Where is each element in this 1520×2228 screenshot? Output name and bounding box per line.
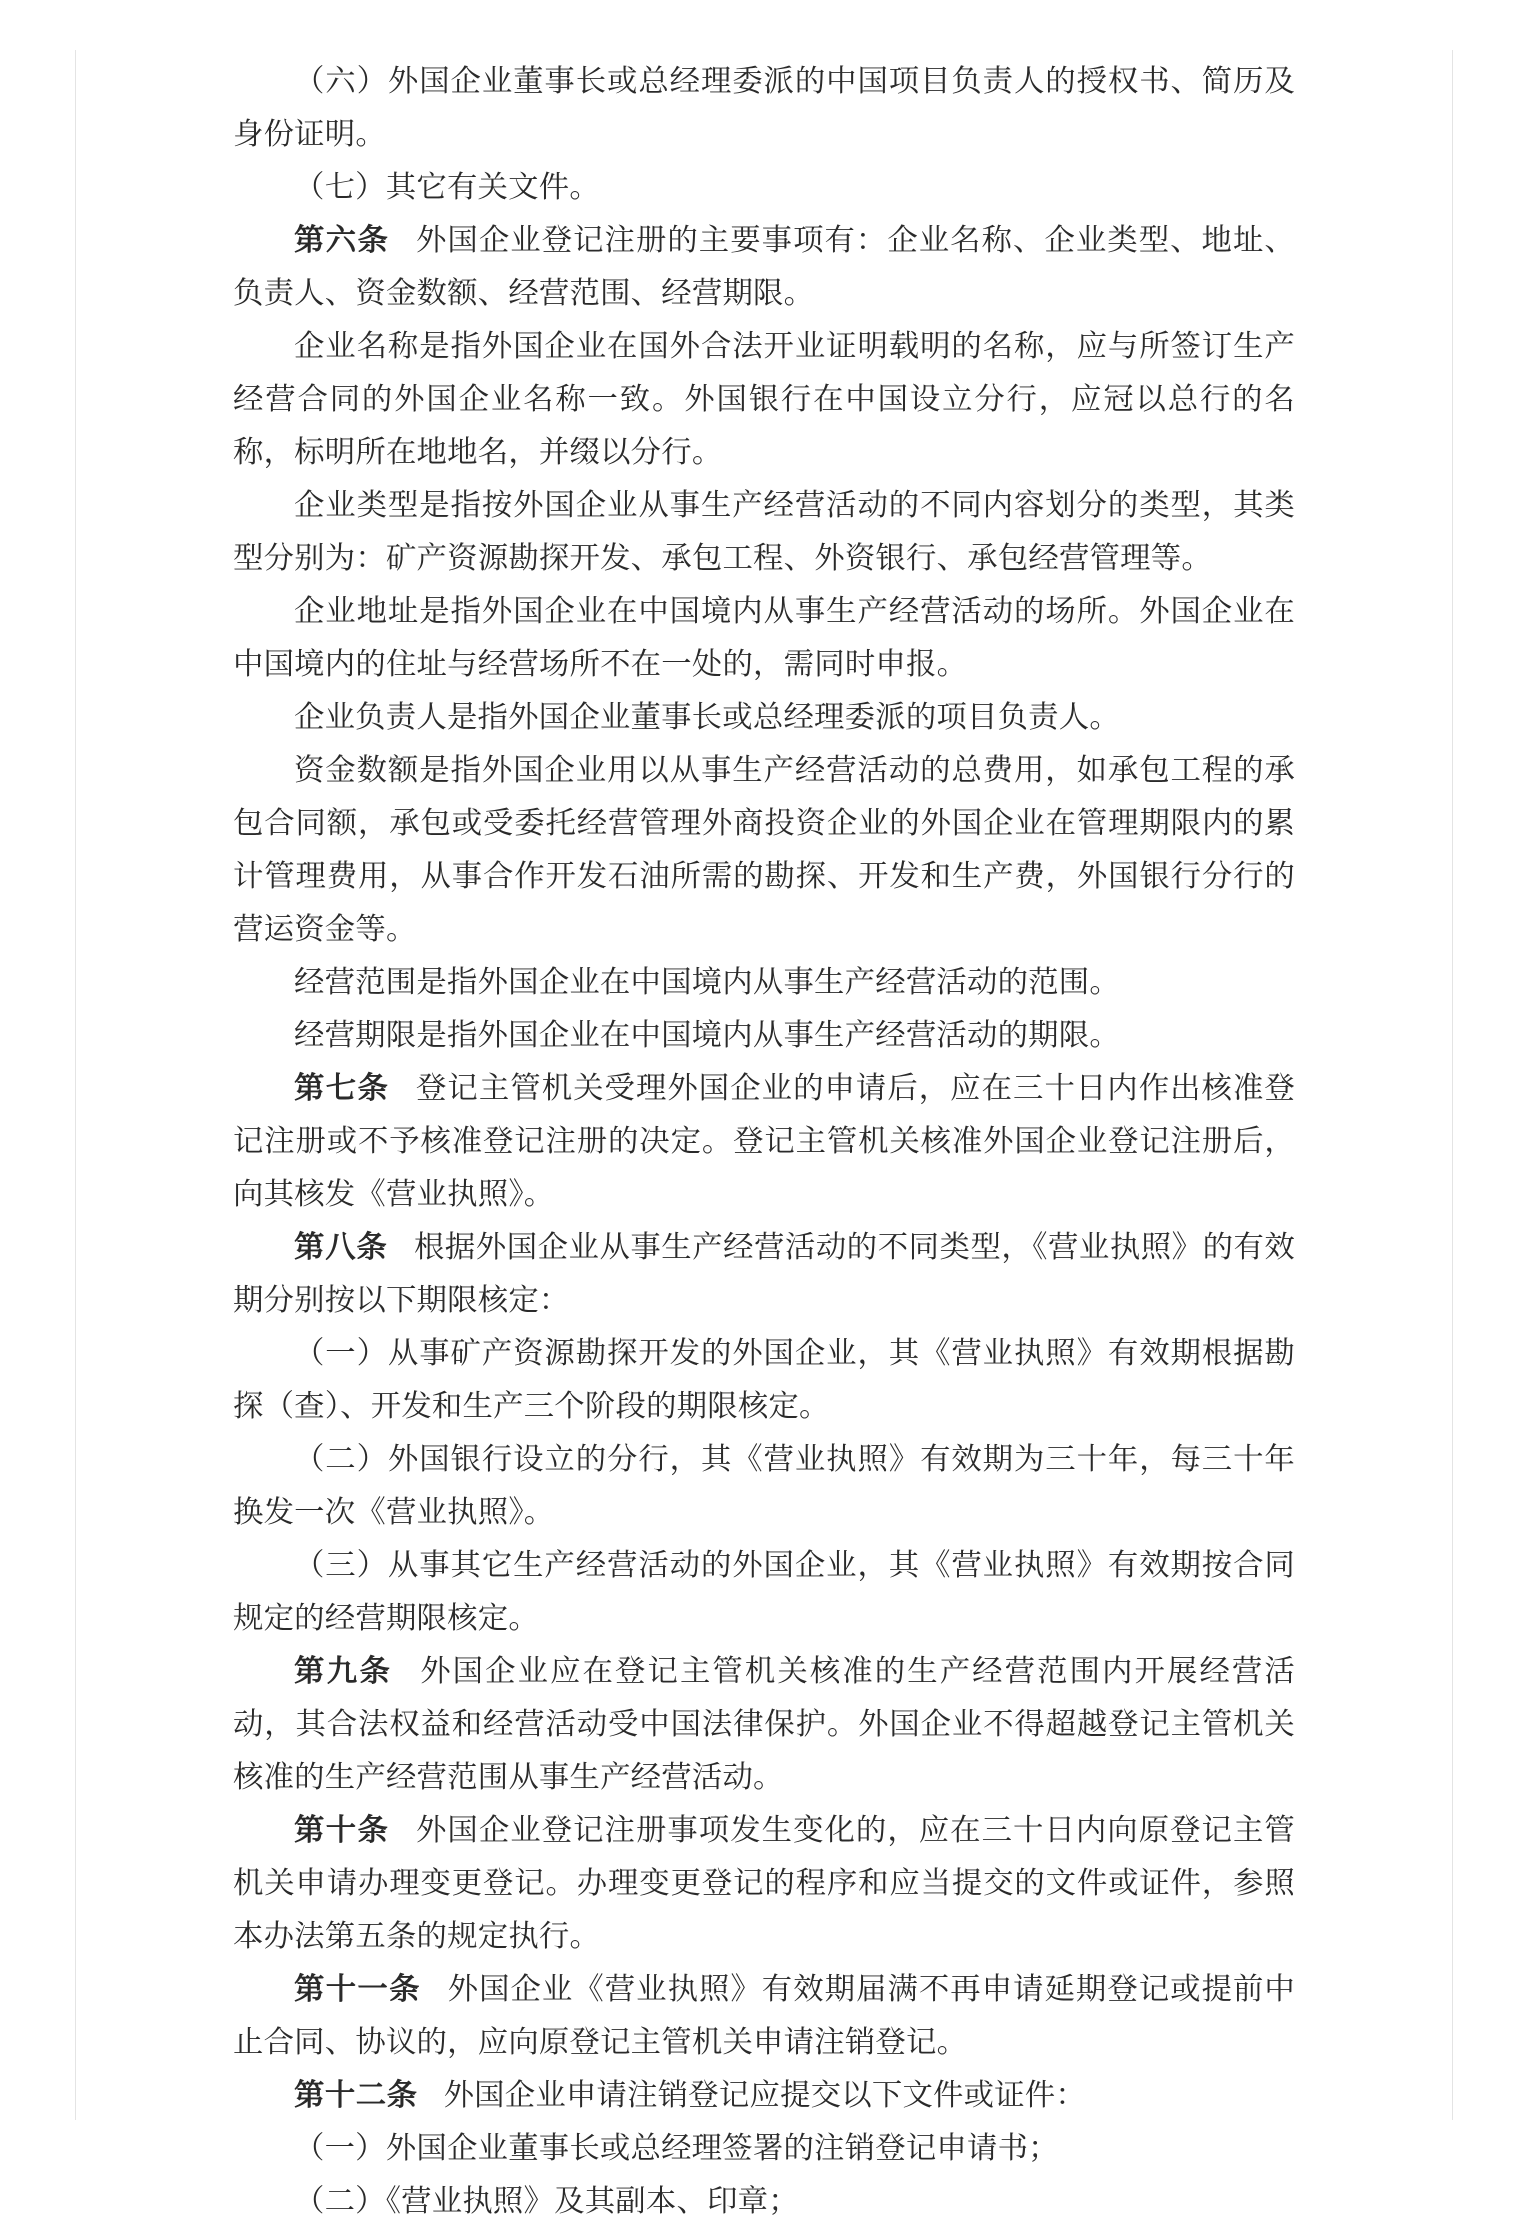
paragraph-text: 登记主管机关受理外国企业的申请后，应在三十日内作出核准登记注册或不予核准登记注册的决定。登记主管机关核准外国企业登记注册后，向其核发《营业执照》。 xyxy=(233,1071,1295,1212)
paragraph-text: 资金数额是指外国企业用以从事生产经营活动的总费用，如承包工程的承包合同额，承包或受委托经营管理外商投资企业的外国企业在管理期限内的累计管理费用，从事合作开发石油所需的勘探、开发和生产费，外国银行分行的营运资金等。 xyxy=(233,753,1295,947)
article-paragraph xyxy=(233,2069,1295,2122)
article-number: 第十一条 xyxy=(294,1971,421,2007)
article-paragraph xyxy=(233,1804,1295,1963)
article-number: 第八条 xyxy=(294,1229,388,1265)
paragraph-text: （二）外国银行设立的分行，其《营业执照》有效期为三十年，每三十年换发一次《营业执照》。 xyxy=(233,1442,1295,1530)
article-paragraph xyxy=(233,1062,1295,1221)
paragraph xyxy=(233,479,1295,585)
paragraph xyxy=(233,744,1295,956)
paragraph xyxy=(233,956,1295,1009)
paragraph-text: （二）《营业执照》及其副本、印章； xyxy=(294,2184,799,2219)
paragraph xyxy=(233,320,1295,479)
article-number: 第十条 xyxy=(294,1812,390,1848)
paragraph-text: 企业名称是指外国企业在国外合法开业证明载明的名称，应与所签订生产经营合同的外国企业名称一致。外国银行在中国设立分行，应冠以总行的名称，标明所在地地名，并缀以分行。 xyxy=(233,329,1295,470)
paragraph-text: （六）外国企业董事长或总经理委派的中国项目负责人的授权书、简历及身份证明。 xyxy=(233,64,1295,152)
page-right-rule xyxy=(1452,50,1453,2120)
paragraph-text: 企业类型是指按外国企业从事生产经营活动的不同内容划分的类型，其类型分别为：矿产资源勘探开发、承包工程、外资银行、承包经营管理等。 xyxy=(233,488,1295,576)
article-number: 第九条 xyxy=(294,1653,393,1689)
paragraph-text: 企业地址是指外国企业在中国境内从事生产经营活动的场所。外国企业在中国境内的住址与经营场所不在一处的，需同时申报。 xyxy=(233,594,1295,682)
paragraph-text: 经营期限是指外国企业在中国境内从事生产经营活动的期限。 xyxy=(294,1018,1120,1053)
article-number: 第十二条 xyxy=(294,2077,418,2113)
paragraph xyxy=(233,2122,1295,2175)
paragraph-text: 外国企业应在登记主管机关核准的生产经营范围内开展经营活动，其合法权益和经营活动受中国法律保护。外国企业不得超越登记主管机关核准的生产经营范围从事生产经营活动。 xyxy=(233,1654,1295,1795)
paragraph-text: 企业负责人是指外国企业董事长或总经理委派的项目负责人。 xyxy=(294,700,1120,735)
paragraph xyxy=(233,1433,1295,1539)
paragraph xyxy=(233,1539,1295,1645)
paragraph xyxy=(233,161,1295,214)
paragraph-text: 外国企业登记注册事项发生变化的，应在三十日内向原登记主管机关申请办理变更登记。办理变更登记的程序和应当提交的文件或证件，参照本办法第五条的规定执行。 xyxy=(233,1813,1295,1954)
article-paragraph xyxy=(233,1645,1295,1804)
paragraph-text: （一）外国企业董事长或总经理签署的注销登记申请书； xyxy=(294,2131,1059,2166)
paragraph xyxy=(233,1009,1295,1062)
paragraph-text: （七）其它有关文件。 xyxy=(294,170,600,205)
paragraph-text: 外国企业《营业执照》有效期届满不再申请延期登记或提前中止合同、协议的，应向原登记主管机关申请注销登记。 xyxy=(233,1972,1295,2060)
article-number: 第七条 xyxy=(294,1070,390,1106)
paragraph xyxy=(233,2175,1295,2228)
paragraph xyxy=(233,585,1295,691)
page-left-rule xyxy=(75,50,76,2120)
document-page xyxy=(233,55,1295,2228)
paragraph-text: 外国企业申请注销登记应提交以下文件或证件： xyxy=(443,2078,1086,2113)
paragraph-text: 经营范围是指外国企业在中国境内从事生产经营活动的范围。 xyxy=(294,965,1120,1000)
paragraph xyxy=(233,691,1295,744)
paragraph-text: 根据外国企业从事生产经营活动的不同类型，《营业执照》的有效期分别按以下期限核定： xyxy=(233,1230,1295,1318)
paragraph-text: （三）从事其它生产经营活动的外国企业，其《营业执照》有效期按合同规定的经营期限核定。 xyxy=(233,1548,1295,1636)
article-number: 第六条 xyxy=(294,222,390,258)
article-paragraph xyxy=(233,1963,1295,2069)
paragraph-text: 外国企业登记注册的主要事项有：企业名称、企业类型、地址、负责人、资金数额、经营范围、经营期限。 xyxy=(233,223,1295,311)
article-paragraph xyxy=(233,1221,1295,1327)
paragraph-text: （一）从事矿产资源勘探开发的外国企业，其《营业执照》有效期根据勘探（查）、开发和生产三个阶段的期限核定。 xyxy=(233,1336,1295,1424)
paragraph xyxy=(233,55,1295,161)
paragraph xyxy=(233,1327,1295,1433)
article-paragraph xyxy=(233,214,1295,320)
